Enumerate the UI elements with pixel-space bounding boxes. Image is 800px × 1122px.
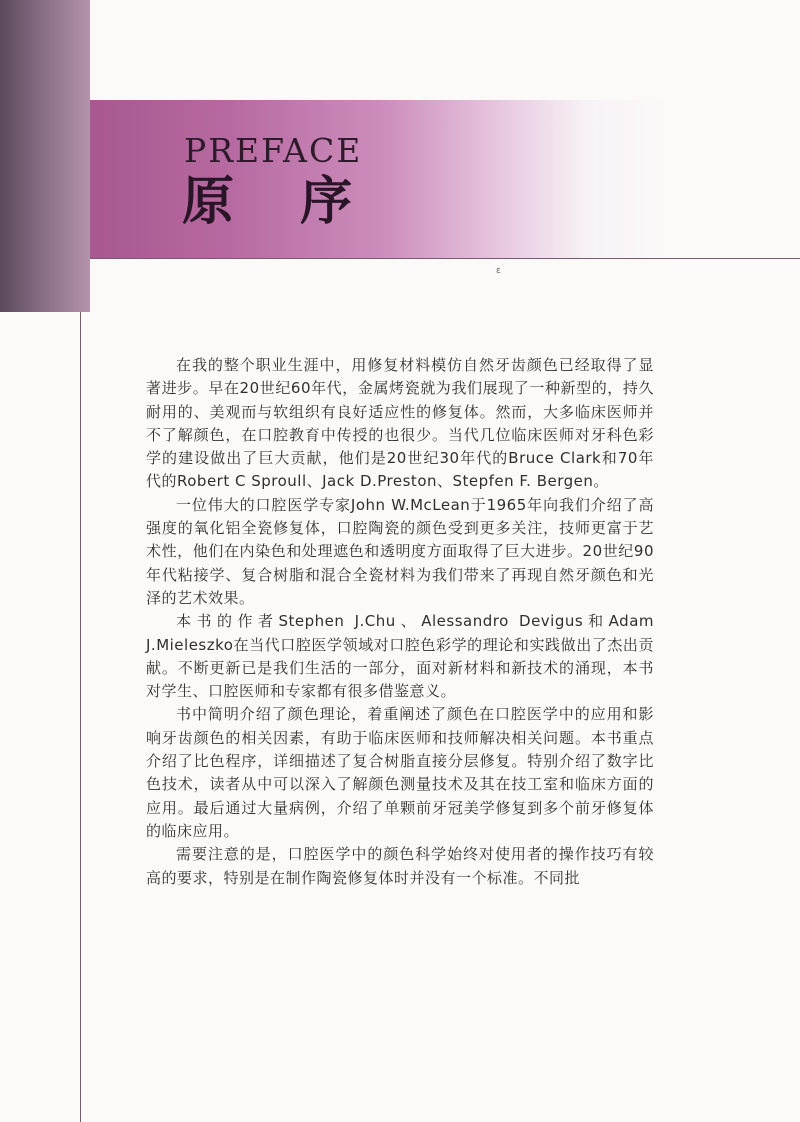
paragraph-1: 在我的整个职业生涯中，用修复材料模仿自然牙齿颜色已经取得了显著进步。早在20世纪60年代，金属烤瓷就为我们展现了一种新型的，持久耐用的、美观而与软组织有良好适应性的修复体。然而，大多临床医师并不了解颜色，在口腔教育中传授的也很少。当代几位临床医师对牙科色彩学的建设做出了巨大贡献，他们是20世纪30年代的Bruce Clark和70年代的Robert C Sproull、Jack D.Preston、Stepfen F. Bergen。 [146, 356, 654, 491]
paragraph-2: 一位伟大的口腔医学专家John W.McLean于1965年向我们介绍了高强度的氧化铝全瓷修复体，口腔陶瓷的颜色受到更多关注，技师更富于艺术性，他们在内染色和处理遮色和透明度方面取得了巨大进步。20世纪90年代粘接学、复合树脂和混合全瓷材料为我们带来了再现自然牙颜色和光泽的艺术效果。 [146, 495, 654, 607]
small-mark: ɛ [496, 266, 501, 276]
paragraph-5: 需要注意的是，口腔医学中的颜色科学始终对使用者的操作技巧有较高的要求，特别是在制作陶瓷修复体时并没有一个标准。不同批 [146, 845, 654, 887]
left-margin-rule [80, 312, 81, 1122]
paragraph-4: 书中简明介绍了颜色理论，着重阐述了颜色在口腔医学中的应用和影响牙齿颜色的相关因素，有助于临床医师和技师解决相关问题。本书重点介绍了比色程序，详细描述了复合树脂直接分层修复。特别介绍了数字比色技术，读者从中可以深入了解颜色测量技术及其在技工室和临床方面的应用。最后通过大量病例，介绍了单颗前牙冠美学修复到多个前牙修复体的临床应用。 [146, 705, 654, 840]
preface-body [146, 354, 654, 890]
left-color-strip [0, 0, 90, 312]
banner-underline [90, 258, 800, 259]
title-chinese: 原 序 [182, 171, 377, 232]
paragraph-3: 本书的作者Stephen J.Chu、Alessandro Devigus和Adam J.Mieleszko在当代口腔医学领域对口腔色彩学的理论和实践做出了杰出贡献。不断更新已是我们生活的一部分，面对新材料和新技术的涌现，本书对学生、口腔医师和专家都有很多借鉴意义。 [146, 612, 654, 701]
title-english: PREFACE [184, 131, 363, 170]
